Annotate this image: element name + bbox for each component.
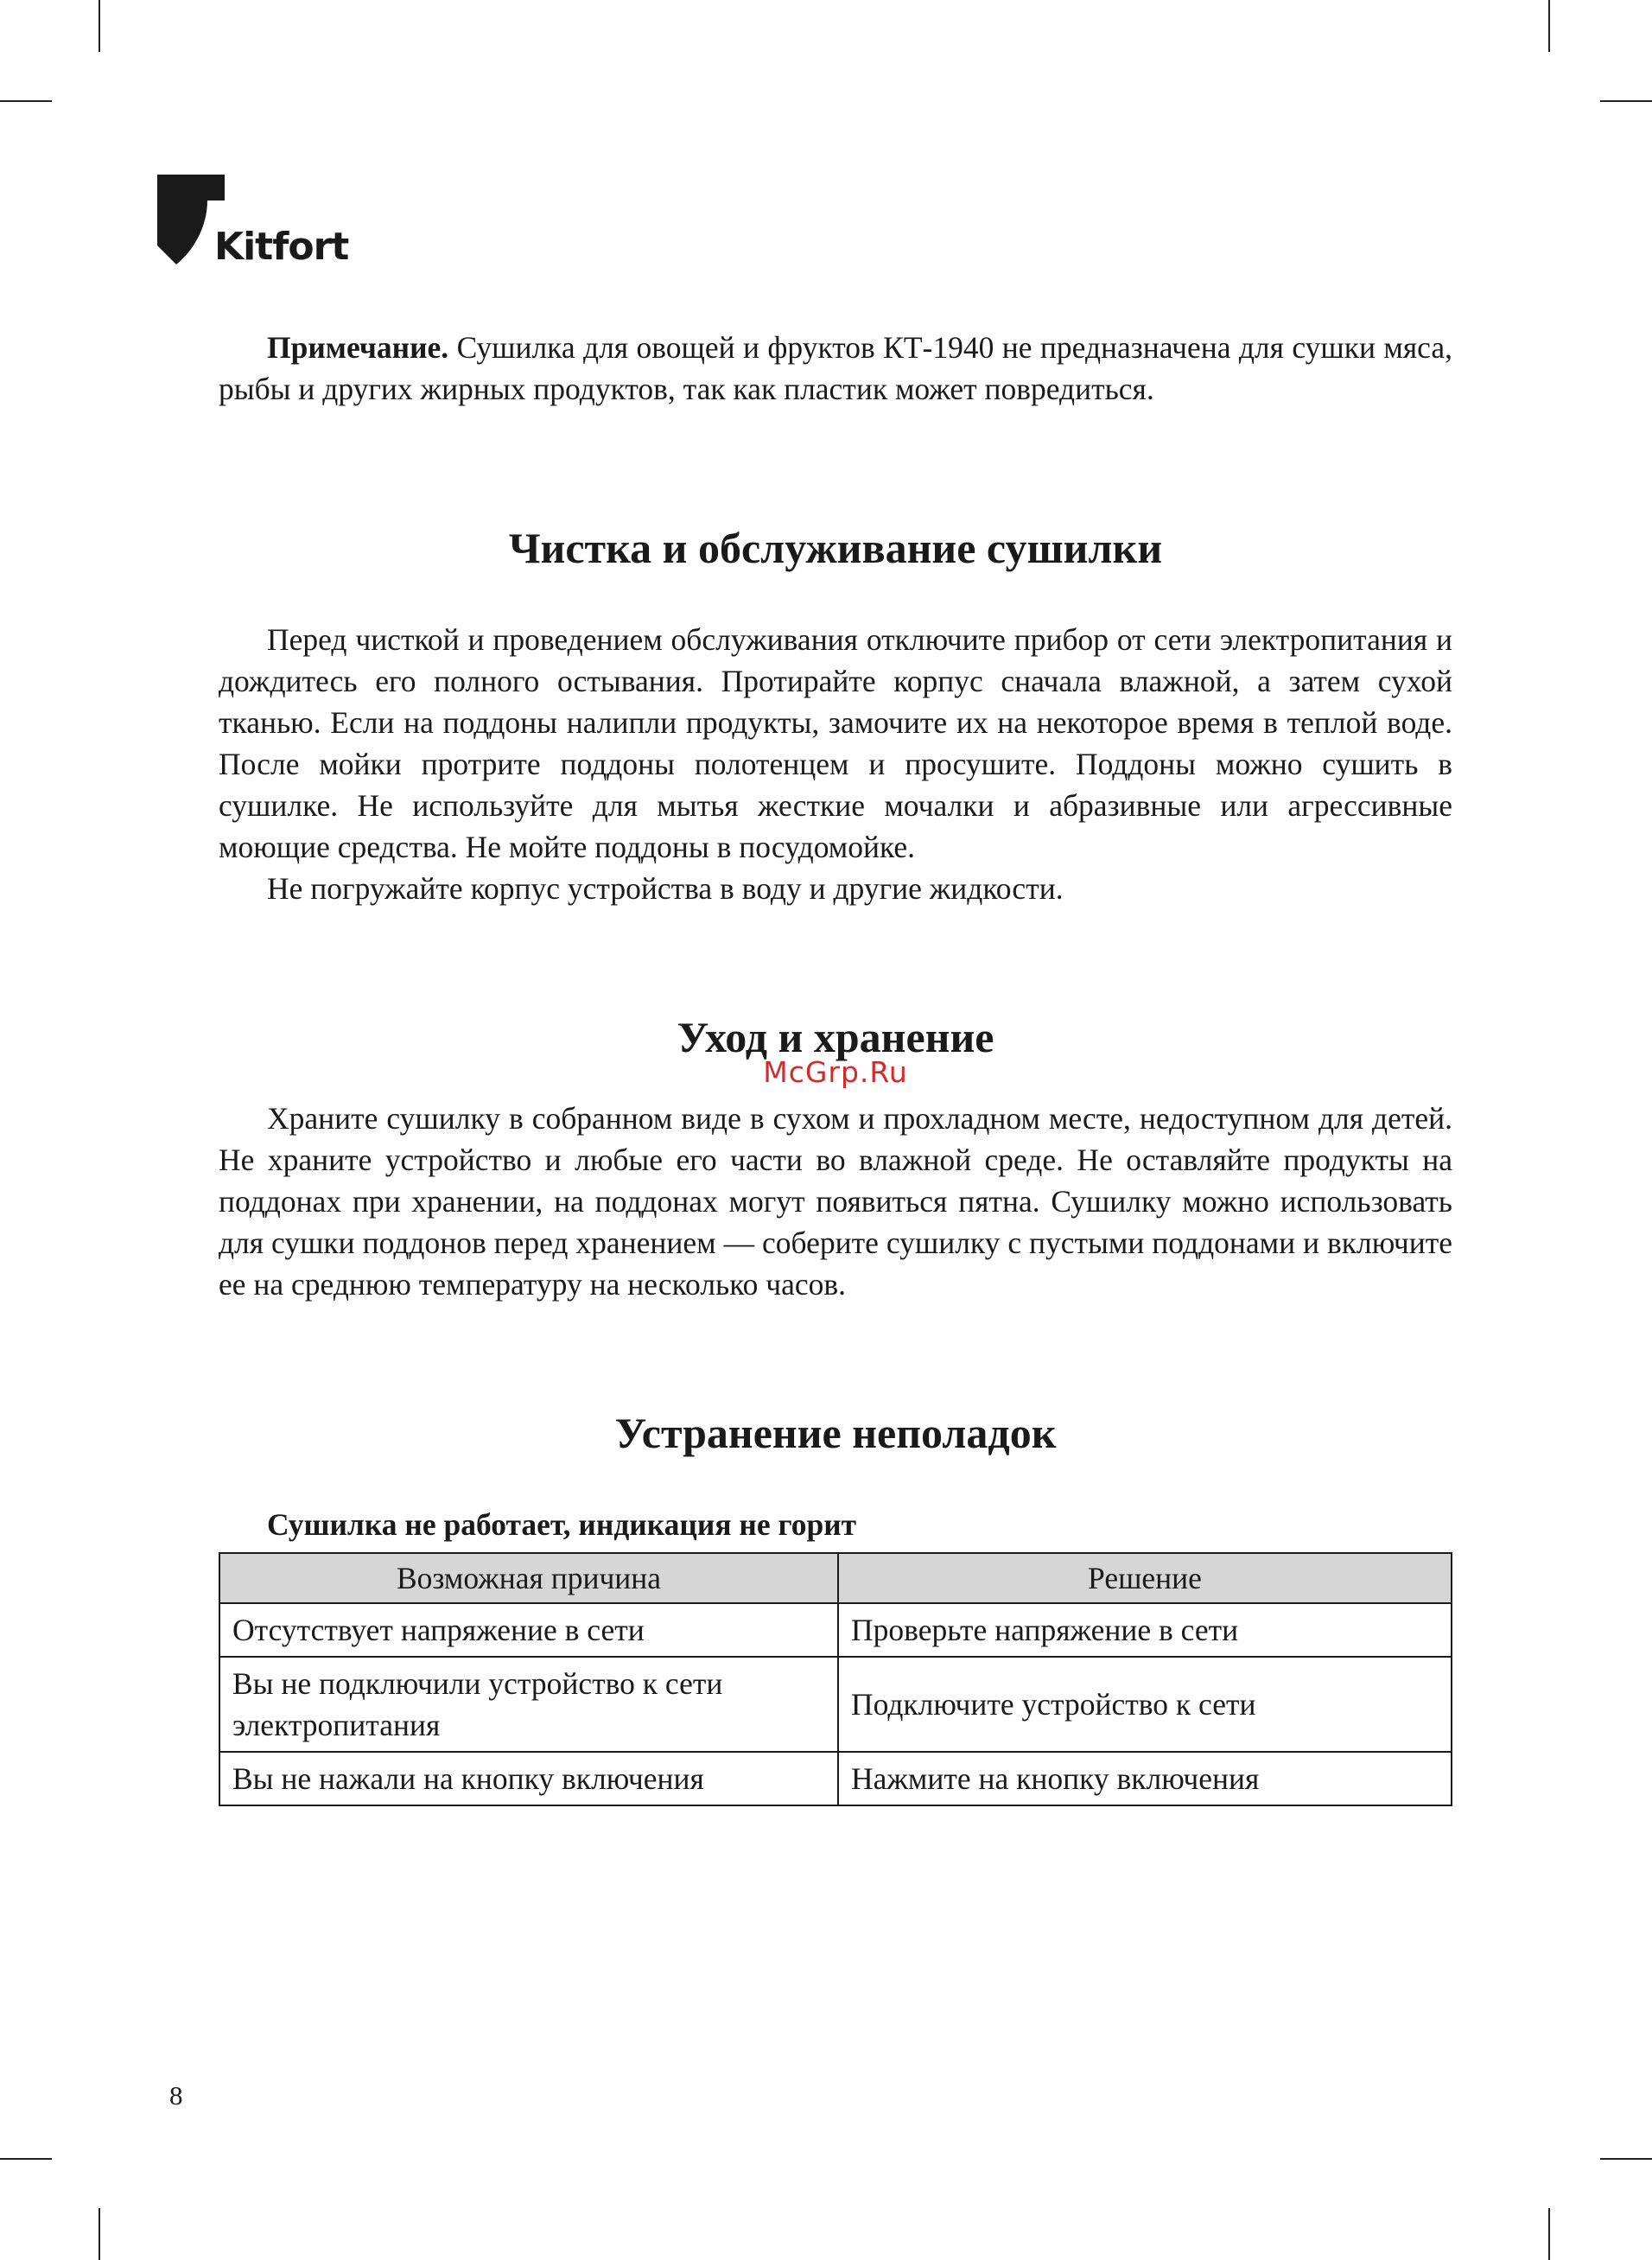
- troubleshooting-subheading: Сушилка не работает, индикация не горит: [267, 1507, 857, 1542]
- crop-mark: [1548, 0, 1550, 52]
- care-paragraph: Храните сушилку в собранном виде в сухом и прохладном месте, недоступном для детей. Не храните устройство и любые его части во влажной среде. Не оставляйте продукты на поддонах при хранении, на поддонах могут появиться пятна. Сушилку можно использовать для сушки поддонов перед хранением — соберите сушилку с пустыми поддонами и включите ее на среднюю температуру на несколько часов.: [219, 1101, 1452, 1302]
- table-row: [219, 1603, 1452, 1657]
- troubleshooting-heading: Устранение неполадок: [614, 1409, 1057, 1457]
- crop-mark: [1600, 100, 1652, 102]
- cleaning-paragraph-2: Не погружайте корпус устройства в воду и другие жидкости.: [267, 871, 1064, 906]
- cause-cell: Отсутствует напряжение в сети: [219, 1603, 838, 1657]
- crop-mark: [0, 2158, 52, 2160]
- header-cause: Возможная причина: [219, 1553, 838, 1603]
- cause-cell: Вы не нажали на кнопку включения: [219, 1752, 838, 1805]
- crop-mark: [98, 2208, 100, 2260]
- watermark: McGrp.Ru: [763, 1055, 908, 1089]
- solution-cell: Нажмите на кнопку включения: [838, 1752, 1452, 1805]
- note-paragraph: [219, 327, 1452, 410]
- crop-mark: [98, 0, 100, 52]
- cause-cell: Вы не подключили устройство к сети электропитания: [219, 1657, 838, 1752]
- crop-mark: [1600, 2158, 1652, 2160]
- troubleshooting-table: [219, 1552, 1452, 1806]
- care-heading: Уход и хранение: [677, 1013, 994, 1061]
- note-text: Сушилка для овощей и фруктов КТ-1940 не предназначена для сушки мяса, рыбы и других жирных продуктов, так как пластик может повредиться.: [219, 330, 1452, 406]
- cleaning-paragraph-1: Перед чисткой и проведением обслуживания отключите прибор от сети электропитания и дождитесь его полного остывания. Протирайте корпус сначала влажной, а затем сухой тканью. Если на поддоны налипли продукты, замочите их на некоторое время в теплой воде. После мойки протрите поддоны полотенцем и просушите. Поддоны можно сушить в сушилке. Не используйте для мытья жесткие мочалки и абразивные или агрессивные моющие средства. Не мойте поддоны в посудомойке.: [219, 622, 1452, 864]
- header-solution: Решение: [838, 1553, 1452, 1603]
- crop-mark: [0, 100, 52, 102]
- solution-cell: Проверьте напряжение в сети: [838, 1603, 1452, 1657]
- note-label: Примечание.: [267, 330, 449, 365]
- page-content: [219, 327, 1452, 1806]
- crop-mark: [1548, 2208, 1550, 2260]
- table-header-row: [219, 1553, 1452, 1603]
- page-number: 8: [169, 2080, 183, 2110]
- cleaning-heading: Чистка и обслуживание сушилки: [508, 524, 1163, 572]
- table-row: [219, 1657, 1452, 1752]
- brand-logo: [157, 175, 347, 270]
- table-row: [219, 1752, 1452, 1805]
- brand-name: Kitfort: [214, 225, 349, 269]
- solution-cell: Подключите устройство к сети: [838, 1657, 1452, 1752]
